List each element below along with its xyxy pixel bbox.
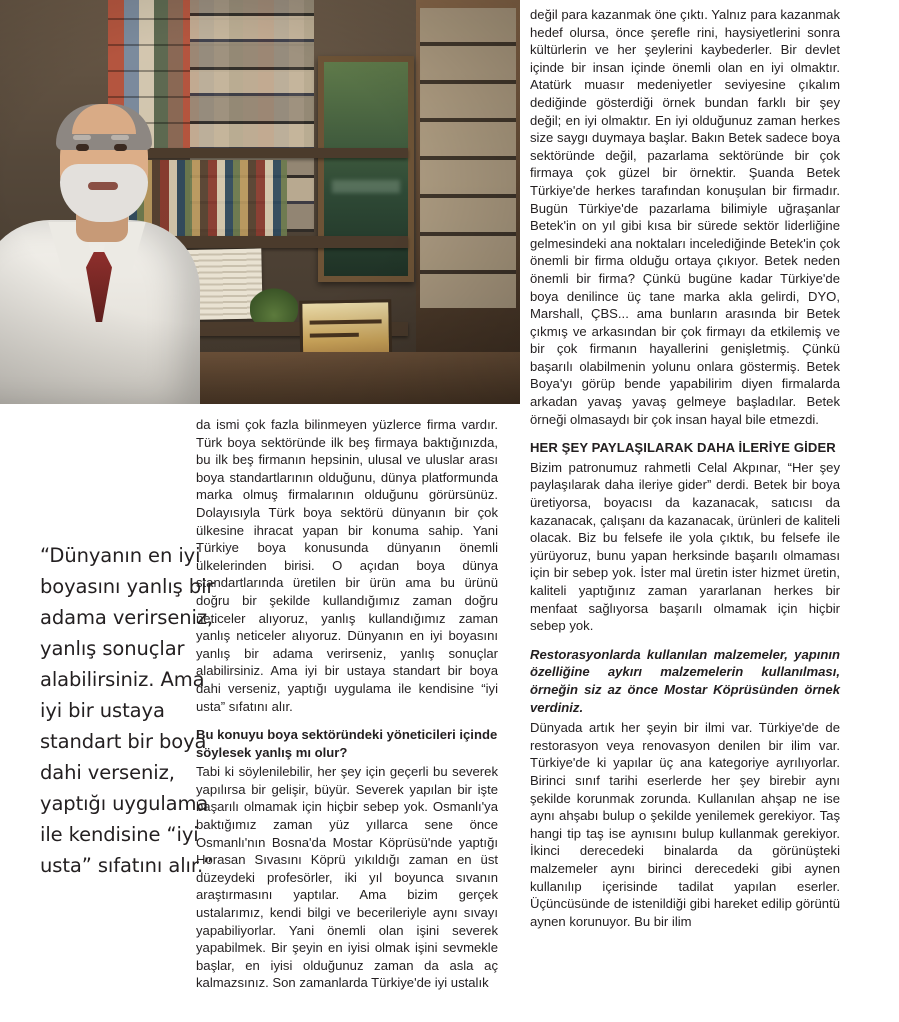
column-one-text [196,416,498,992]
paragraph: Bizim patronumuz rahmetli Celal Akpınar, “Her şey paylaşılarak daha ileriye gider” derdi. Betek bir boya üretiyorsa, boyacısı da kazanacak, satıcısı da kazanacak, çalışanı da kazanacak, ürünleri de kaliteli olacak. Biz bu felsefe ile yola çıktık, bu felsefe ile yürüyoruz, bunu yapan herksinde başarılı olmaması için bir sebep yok. İster mal üretin ister hizmet üretin, kaliteli yaptığınız zaman yararlanan herkes bir menfaat sağlıyorsa başarılı olmamak için hiçbir sebep yok. [530,459,840,634]
paragraph: Tabi ki söylenilebilir, her şey için geçerli bu severek yapılırsa bir gelişir, büyür. Severek yapılan bir işte başarılı olmamak için hiçbir sebep yok. Osmanlı'ya baktığımız zaman yüz yıllarca sene önce Osmanlı'nın Bosna'da Mostar Köprüsü'nde yaptığı Horasan Sıvasını Köprü yıkıldığı zaman en üst düzeydeki profesörler, iki yıl boyunca sıvanın araştırmasını yaptılar. Ama bizim gerçek ustalarımız, kendi bilgi ve becerileriyle aynı sıvayı yapabiliyorlar. Yani önemli olan işini severek yapabilmek. Bir şeyin en iyisi olmak işini sevmekle başlar, en iyisi olduğunuz zaman da asla aç kalmazsınız. Son zamanlarda Türkiye'de iyi ustalık [196,764,498,991]
article-photo [0,0,520,404]
right-half [520,0,899,1022]
interview-question: Restorasyonlarda kullanılan malzemeler, yapının özelliğine aykırı malzemelerin kullanılması, örneğin siz az önce Mostar Köprüsünden örnek verdiniz. [530,646,840,715]
photo-vignette [0,0,520,404]
section-subheading-caps: HER ŞEY PAYLAŞILARAK DAHA İLERİYE GİDER [530,440,836,456]
photo-scene [0,0,520,404]
column-two-text [530,6,840,930]
paragraph: Dünyada artık her şeyin bir ilmi var. Türkiye'de de restorasyon veya renovasyon denilen bir ilim var. Türkiye'de ki yapılar üç ana kategoriye ayrılıyorlar. Birinci sınıf tarihi eserlerde her şey birebir aynı şekilde korunmak zorunda. Kullanılan ahşap ne ise aynı ahşabı bulup o şekilde yenilemek gerekiyor. Taş hangi tip taş ise aynısını bulup kullanmak gerekiyor. İkinci derecedeki binalarda da görünüşteki malzemeler aynı birinci derecedeki gibi aynen kullanılıp içerisinde tadilat yapılan eserler. Üçüncüsünde de istenildiği gibi hareket edilip görüntü aynen korunuyor. Bu bir ilim [530,720,840,929]
pull-quote: “Dünyanın en iyi boyasını yanlış bir adama verirseniz, yanlış sonuçlar alabilirsiniz. Ama iyi bir ustaya standart bir boya dahi verseniz, yaptığı uygulama ile kendisine “iyi usta” sıfatını alır.” [40,543,215,877]
paragraph: da ismi çok fazla bilinmeyen yüzlerce firma vardır. Türk boya sektöründe ilk beş firmaya baktığınızda, bu ilk beş firmanın hepsinin, ulusal ve uluslar arası boya standartlarının olduğunu, dünya platformunda marka olmuş firmalarının olduğunu görürsünüz. Dolayısıyla Türk boya sektörü dünyanın bir çok ülkesine ihracat yapan bir konuma sahip. Yani Türkiye boya konusunda dünyanın önemli ülkelerinden birisi. O açıdan boya dünya standartlarında üretilen bir ürün ama bu ürünü doğru bir şekilde kullandığımız zaman doğru neticeler alıyoruz, yanlış kullandığımız zaman yanlış neticeler alıyoruz. Dünyanın en iyi boyasını yanlış bir adama verirseniz, yanlış sonuçlar alabilirsiniz. Ama iyi bir ustaya standart bir boya dahi verseniz, yaptığı uygulama ile kendisine “iyi usta” sıfatını alır. [196,417,498,714]
paragraph: değil para kazanmak öne çıktı. Yalnız para kazanmak hedef olursa, önce şerefle rini, haysiyetlerini sonra kültürlerin ve her şeylerini kaybederler. Bir devlet içinde bir insan içinde önemli olan en iyi olmaktır. Atatürk muasır medeniyetler seviyesine çıkalım dediğinde gösterdiği örnek bundan farklı bir şey değil; en iyi olmaktır. En iyi olduğunuz zaman herkes size saygı duymaya başlar. Bakın Betek sadece boya sektöründe değil, pazarlama sektöründe bir çok firmaya çok güzel bir örnektir. Şuanda Betek Türkiye'de herkes tarafından konuşulan bir firmadır. Bugün Türkiye'de pazarlama bilimiyle uğraşanlar Betek'in on yıl gibi kısa bir sürede sektör liderliğine gelmesindeki ana noktaları incelediğinde Betek'in çok önemli bir firma olduğu ortaya çıkıyor. Betek neden önemli bir firma? Çünkü bugüne kadar Türkiye'de boya denilince üç tane marka akla gelirdi, DYO, Marshall, ÇBS... ama bunların arasında bir Betek çıkmış ve arkasından bir çok firmayı da etkilemiş ve bir çok firmanın hayallerini genişletmiş. Çünkü başarılı olabilmenin yolunu onlara göstermiş. Betek Boya'yı görüp bende yapabilirim diyen firmalarda arkadan yavaş yavaş gelmeye başladılar. Betek örneği olmasaydı bir çok insan hayal bile etmezdi. [530,7,840,427]
section-subheading: Bu konuyu boya sektöründeki yöneticileri içinde söylesek yanlış mı olur? [196,727,498,760]
